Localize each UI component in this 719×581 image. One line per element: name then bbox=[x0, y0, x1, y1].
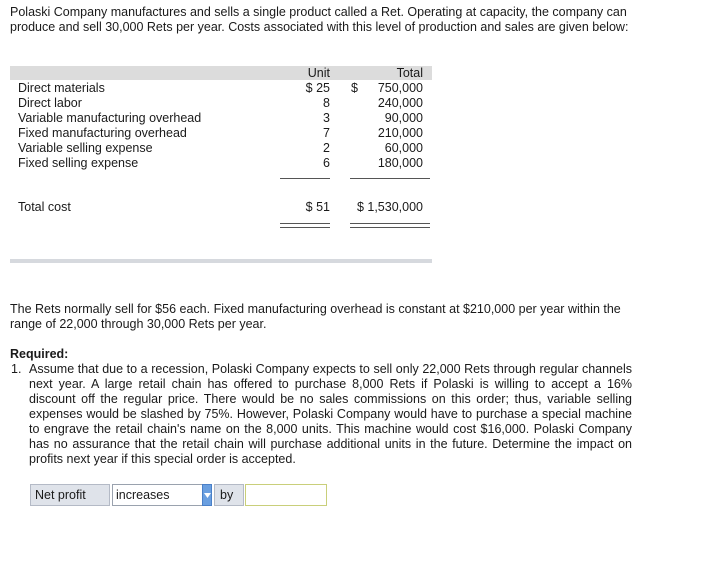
row-total: 180,000 bbox=[377, 156, 423, 170]
row-label: Fixed manufacturing overhead bbox=[18, 126, 187, 140]
problem-intro: Polaski Company manufactures and sells a single product called a Ret. Operating at capacity, the company can produce and sell 30,000 Rets per year. Costs associated with this level of production and sales are given below: bbox=[10, 5, 629, 34]
row-label: Variable selling expense bbox=[18, 141, 153, 155]
pricing-paragraph: The Rets normally sell for $56 each. Fixed manufacturing overhead is constant at $210,000 per year within the range of 22,000 through 30,000 Rets per year. bbox=[10, 302, 621, 331]
total-double-rule-2 bbox=[350, 227, 430, 228]
row-label: Direct labor bbox=[18, 96, 82, 110]
total-subtotal-rule bbox=[350, 178, 430, 179]
requirement-item bbox=[10, 362, 632, 467]
total-double-rule-1 bbox=[350, 223, 430, 224]
by-label: by bbox=[214, 484, 244, 506]
row-unit: 2 bbox=[323, 141, 330, 155]
row-label: Variable manufacturing overhead bbox=[18, 111, 202, 125]
row-total: 60,000 bbox=[384, 141, 423, 155]
amount-input[interactable] bbox=[245, 484, 327, 506]
column-header-unit: Unit bbox=[307, 66, 330, 80]
net-profit-label: Net profit bbox=[30, 484, 110, 506]
row-dollar-sign: $ bbox=[351, 81, 358, 95]
row-total: 210,000 bbox=[377, 126, 423, 140]
row-total: 750,000 bbox=[377, 81, 423, 95]
row-unit: 6 bbox=[323, 156, 330, 170]
unit-subtotal-rule bbox=[280, 178, 330, 179]
required-heading: Required: bbox=[10, 347, 69, 361]
requirement-text: Assume that due to a recession, Polaski Company expects to sell only 22,000 Rets through regular channels next year. A large retail chain has offered to purchase 8,000 Rets if Polaski is willing to accept a 16% discount off the regular price. There would be no sales commissions on this order; thus, variable selling expenses would be slashed by 75%. However, Polaski Company would have to purchase a special machine to engrave the retail chain's name on the 8,000 units. This machine would cost $16,000. Polaski Company has no assurance that the retail chain will purchase additional units in the future. Determine the impact on profits next year if this special order is accepted. bbox=[29, 362, 632, 466]
requirement-number: 1. bbox=[11, 362, 22, 376]
total-cost-label: Total cost bbox=[18, 200, 71, 214]
row-label: Fixed selling expense bbox=[18, 156, 139, 170]
row-total: 240,000 bbox=[377, 96, 423, 110]
total-cost-unit: $ 51 bbox=[305, 200, 330, 214]
dropdown-arrow-icon[interactable] bbox=[202, 484, 212, 506]
row-total: 90,000 bbox=[384, 111, 423, 125]
impact-dropdown[interactable] bbox=[112, 484, 210, 506]
row-unit: 8 bbox=[323, 96, 330, 110]
impact-dropdown-value: increases bbox=[116, 488, 170, 502]
row-unit: 7 bbox=[323, 126, 330, 140]
row-label: Direct materials bbox=[18, 81, 105, 95]
unit-total-double-rule-2 bbox=[280, 227, 330, 228]
total-cost-amount: $ 1,530,000 bbox=[356, 200, 423, 214]
row-unit: $ 25 bbox=[305, 81, 330, 95]
column-header-total: Total bbox=[396, 66, 423, 80]
row-unit: 3 bbox=[323, 111, 330, 125]
section-separator bbox=[10, 259, 432, 263]
unit-total-double-rule-1 bbox=[280, 223, 330, 224]
